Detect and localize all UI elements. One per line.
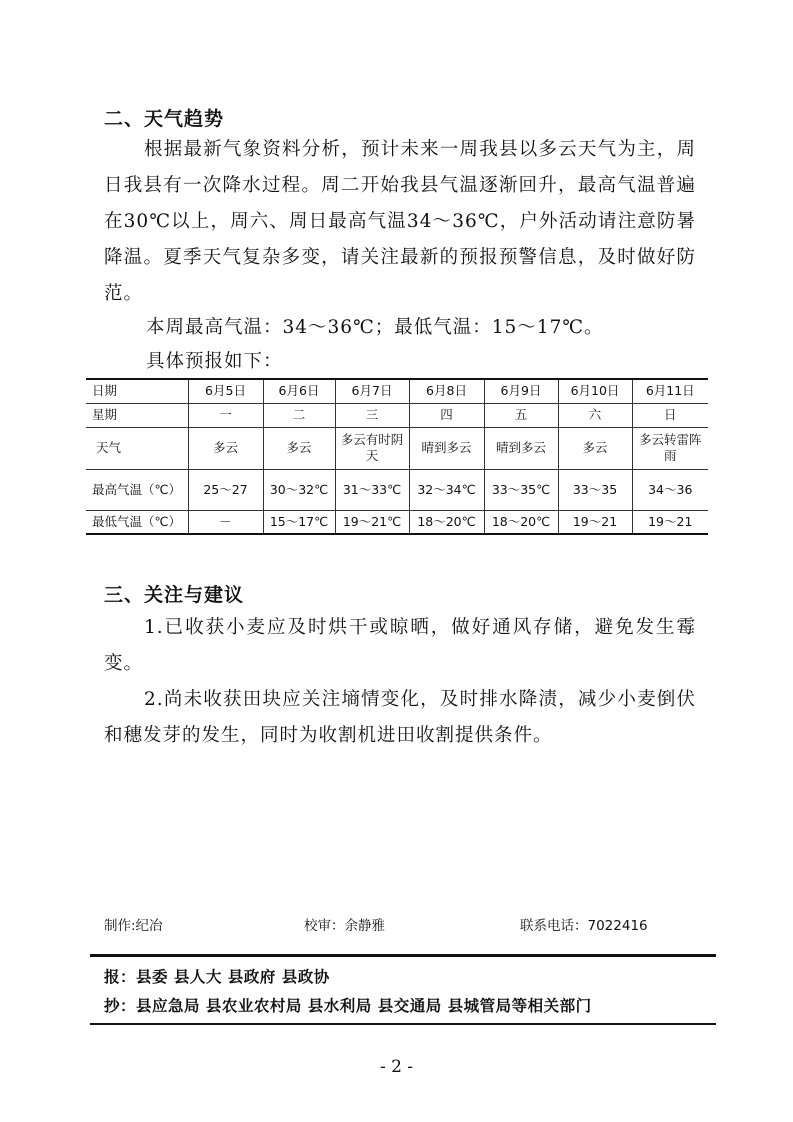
cell-weather: 多云 — [188, 427, 263, 469]
cell-low-temp: 19～21℃ — [335, 510, 409, 534]
copy-to-line: 抄：县应急局 县农业农村局 县水利局 县交通局 县城管局等相关部门 — [104, 997, 592, 1015]
cell-weather: 多云 — [263, 427, 335, 469]
section-2-title: 二、天气趋势 — [104, 108, 225, 130]
weather-trend-paragraph: 根据最新气象资料分析，预计未来一周我县以多云天气为主，周日我县有一次降水过程。周二开始我县气温逐渐回升，最高气温普遍在30℃以上，周六、周日最高气温34～36℃，户外活动请注意防暑降温。夏季天气复杂多变，请关注最新的预报预警信息，及时做好防范。 — [104, 139, 696, 304]
report-to-line: 报：县委 县人大 县政府 县政协 — [104, 968, 330, 986]
cell-low-temp: 18～20℃ — [409, 510, 484, 534]
cell-weekday: 日 — [632, 403, 708, 427]
row-low-temp — [86, 510, 708, 534]
row-weekday — [86, 403, 708, 427]
row-weather — [86, 427, 708, 469]
cell-weekday: 三 — [335, 403, 409, 427]
cell-low-temp: － — [188, 510, 263, 534]
page-number: - 2 - — [379, 1057, 414, 1077]
cell-high-temp: 34～36 — [632, 469, 708, 510]
row-label-date: 日期 — [86, 379, 188, 403]
cell-date: 6月9日 — [484, 379, 558, 403]
section-3-title: 三、关注与建议 — [104, 584, 245, 606]
divider-top — [90, 954, 716, 957]
temperature-summary: 本周最高气温：34～36℃；最低气温：15～17℃。 — [146, 317, 604, 338]
cell-high-temp: 30～32℃ — [263, 469, 335, 510]
cell-weekday: 六 — [558, 403, 632, 427]
row-label-weekday: 星期 — [86, 403, 188, 427]
cell-date: 6月7日 — [335, 379, 409, 403]
cell-date: 6月8日 — [409, 379, 484, 403]
cell-weekday: 五 — [484, 403, 558, 427]
cell-high-temp: 33～35 — [558, 469, 632, 510]
row-label-weather: 天气 — [86, 427, 188, 469]
producer-credit: 制作:纪冶 — [104, 918, 163, 934]
cell-high-temp: 32～34℃ — [409, 469, 484, 510]
cell-weather: 晴到多云 — [484, 427, 558, 469]
cell-weather: 多云有时阴天 — [335, 427, 409, 469]
cell-low-temp: 19～21 — [558, 510, 632, 534]
advice-item-2: 2.尚未收获田块应关注墒情变化，及时排水降渍，减少小麦倒伏和穗发芽的发生，同时为收割机进田收割提供条件。 — [104, 689, 696, 746]
forecast-table — [86, 378, 708, 535]
contact-phone: 联系电话：7022416 — [520, 918, 648, 934]
cell-date: 6月10日 — [558, 379, 632, 403]
cell-weather: 多云 — [558, 427, 632, 469]
cell-date: 6月11日 — [632, 379, 708, 403]
cell-low-temp: 19～21 — [632, 510, 708, 534]
cell-weather: 晴到多云 — [409, 427, 484, 469]
cell-high-temp: 31～33℃ — [335, 469, 409, 510]
advice-item-1: 1.已收获小麦应及时烘干或晾晒，做好通风存储，避免发生霉变。 — [104, 617, 696, 674]
row-high-temp — [86, 469, 708, 510]
cell-low-temp: 18～20℃ — [484, 510, 558, 534]
cell-weekday: 二 — [263, 403, 335, 427]
cell-date: 6月5日 — [188, 379, 263, 403]
cell-high-temp: 25～27 — [188, 469, 263, 510]
forecast-intro: 具体预报如下： — [146, 351, 283, 372]
cell-low-temp: 15～17℃ — [263, 510, 335, 534]
row-date — [86, 379, 708, 403]
cell-weekday: 四 — [409, 403, 484, 427]
divider-bottom — [90, 1023, 716, 1025]
row-label-low-temp: 最低气温（℃） — [86, 510, 188, 534]
cell-weekday: 一 — [188, 403, 263, 427]
cell-weather: 多云转雷阵雨 — [632, 427, 708, 469]
cell-high-temp: 33～35℃ — [484, 469, 558, 510]
reviewer-credit: 校审：余静雅 — [304, 918, 385, 934]
cell-date: 6月6日 — [263, 379, 335, 403]
row-label-high-temp: 最高气温（℃） — [86, 469, 188, 510]
